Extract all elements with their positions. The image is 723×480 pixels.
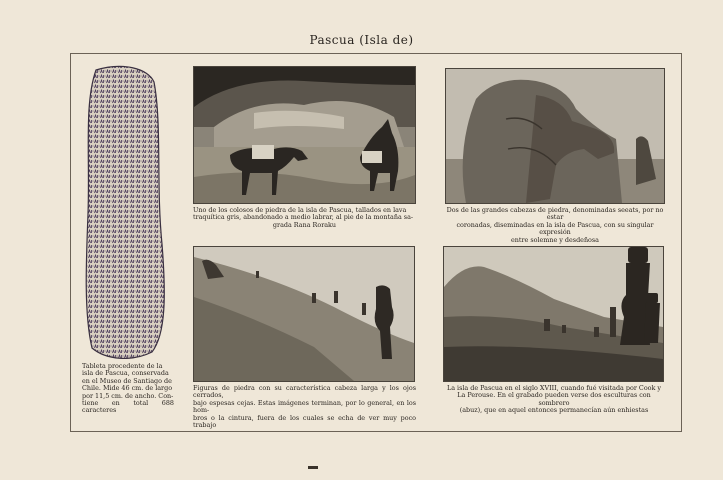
caption-line: isla de Pascua, conservada (82, 369, 169, 378)
caption-line: coronadas, diseminadas en la isla de Pascua, con su singular expresión (456, 220, 654, 237)
caption-line: bros o la cintura, fuera de los cuales se echa de ver muy poco trabajo (193, 413, 416, 430)
caption-line: Figuras de piedra con su característica cabeza larga y los ojos cerrados, (193, 384, 416, 400)
caption-line: Uno de los colosos de piedra de la isla de Pascua, tallados en lava (193, 206, 407, 214)
caption-line: traquítica gris, abandonado a medio labrar, al pie de la montaña sa- (193, 213, 414, 222)
printer-mark (308, 466, 318, 469)
photo-18th-century-engraving (443, 246, 664, 382)
caption-line: Dos de las grandes cabezas de piedra, denominadas seeats, por no estar (446, 206, 664, 222)
caption-line: en el Museo de Santiago de (82, 376, 172, 385)
caption-line: Chile. Mide 46 cm. de largo (82, 384, 173, 393)
caption-line: grada Rana Roraku (272, 220, 337, 229)
photo-giant-stone-heads (445, 68, 665, 204)
caption-line: (abuz), que en aquel entonces permanecían aún enhiestas (459, 406, 649, 415)
caption-line: bajo espesas cejas. Estas imágenes terminan, por lo general, en los hom- (193, 398, 416, 415)
photo-quarry-moai-with-horses (193, 66, 416, 204)
caption-line: Tableta procedente de la (82, 362, 163, 370)
rongorongo-tablet-image (82, 64, 166, 361)
caption-line: entre solemne y desdeñosa (511, 235, 599, 244)
photo-stone-figures-hillside (193, 246, 415, 382)
caption-tablet (82, 363, 174, 415)
caption-line: tiene en total 688 caracteres (82, 399, 174, 415)
caption-line: La Perouse. En el grabado pueden verse dos esculturas con sombrero (457, 391, 651, 407)
caption-quarry-moai (193, 207, 416, 229)
page-title: Pascua (Isla de) (309, 33, 414, 47)
caption-line: La isla de Pascua en el siglo XVIII, cuando fué visitada por Cook y (446, 384, 662, 392)
caption-stone-figures (193, 385, 416, 429)
caption-engraving (443, 385, 665, 415)
caption-line: por 11,5 cm. de ancho. Con- (82, 391, 174, 400)
caption-stone-heads (445, 207, 665, 244)
